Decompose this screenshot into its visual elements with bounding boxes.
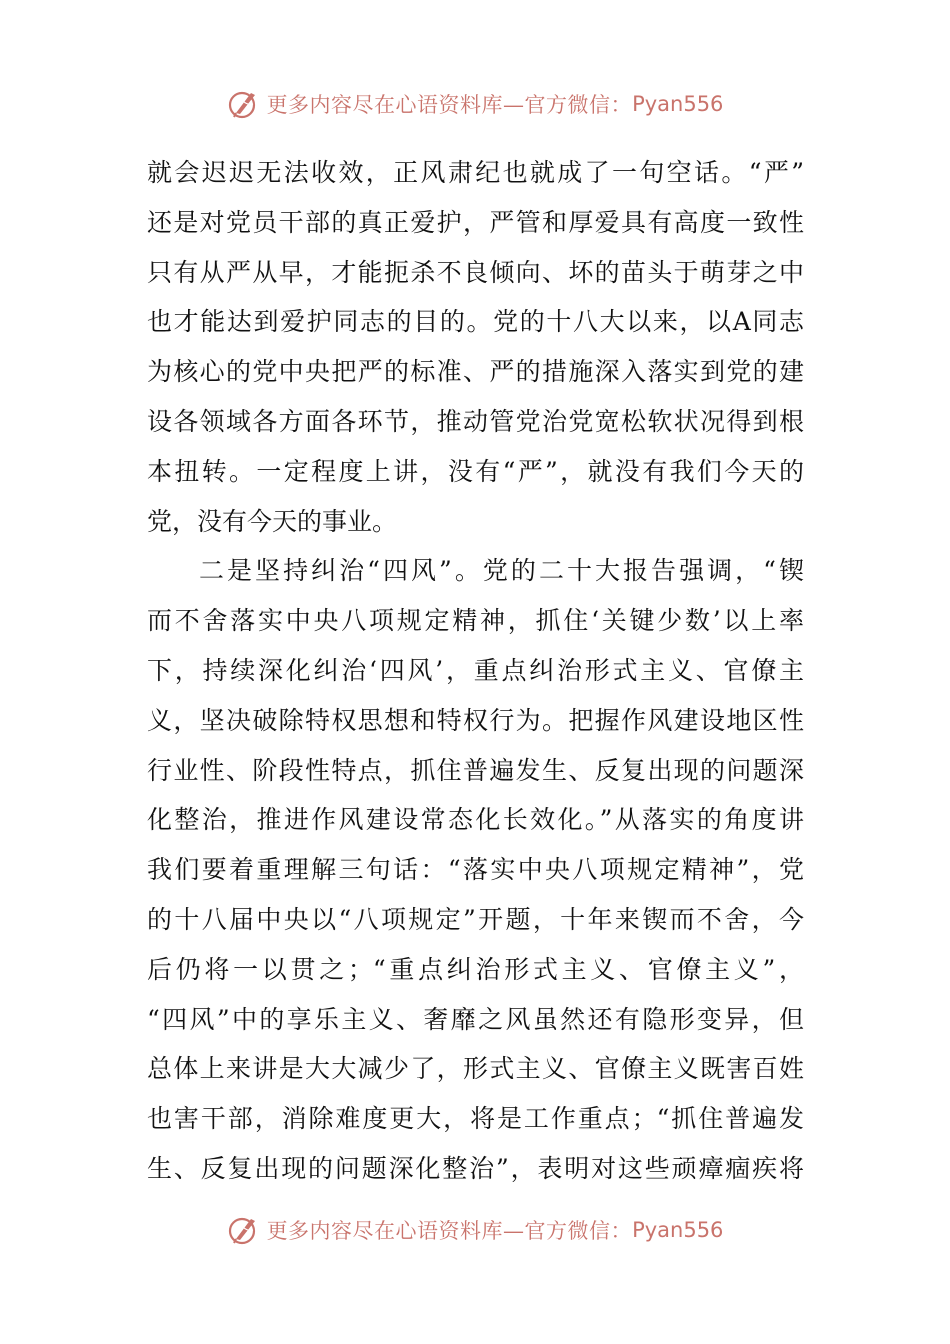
quill-pen-icon xyxy=(227,1213,261,1247)
text-line: 也才能达到爱护同志的目的。党的十八大以来，以A同志 xyxy=(147,307,804,337)
text-line: 设各领域各方面各环节，推动管党治党宽松软状况得到根 xyxy=(147,406,804,436)
text-line: 行业性、阶段性特点，抓住普遍发生、反复出现的问题深 xyxy=(147,755,804,785)
text-line: “四风”中的享乐主义、奢靡之风虽然还有隐形变异，但 xyxy=(147,1004,804,1034)
text-line: 义，坚决破除特权思想和特权行为。把握作风建设地区性 xyxy=(147,705,804,735)
banner-text: 更多内容尽在心语资料库—官方微信： xyxy=(266,1219,633,1243)
footer-banner xyxy=(0,1210,950,1250)
text-line: 我们要着重理解三句话：“落实中央八项规定精神”，党 xyxy=(147,855,804,885)
text-line: 而不舍落实中央八项规定精神，抓住‘关键少数’以上率 xyxy=(147,606,804,636)
text-line: 生、反复出现的问题深化整治”，表明对这些顽瘴痼疾将 xyxy=(147,1153,804,1183)
text-line: 只有从严从早，才能扼杀不良倾向、坏的苗头于萌芽之中 xyxy=(147,257,804,287)
document-body xyxy=(147,148,804,1194)
text-line: 就会迟迟无法收效，正风肃纪也就成了一句空话。“严” xyxy=(147,158,804,187)
text-line: 为核心的党中央把严的标准、严的措施深入落实到党的建 xyxy=(147,357,804,387)
text-line: 本扭转。一定程度上讲，没有“严”，就没有我们今天的 xyxy=(147,456,804,486)
text-line: 下，持续深化纠治‘四风’，重点纠治形式主义、官僚主 xyxy=(147,655,804,685)
banner-text: 更多内容尽在心语资料库—官方微信： xyxy=(266,93,633,117)
wechat-id: Pyan556 xyxy=(632,92,724,116)
header-banner xyxy=(0,84,950,124)
text-line: 总体上来讲是大大减少了，形式主义、官僚主义既害百姓 xyxy=(147,1054,804,1084)
text-line: 化整治，推进作风建设常态化长效化。”从落实的角度讲 xyxy=(147,805,804,835)
text-line: 党，没有今天的事业。 xyxy=(147,506,398,536)
text-line: 的十八届中央以“八项规定”开题，十年来锲而不舍，今 xyxy=(147,904,804,934)
wechat-id: Pyan556 xyxy=(632,1218,724,1242)
text-line: 也害干部，消除难度更大，将是工作重点；“抓住普遍发 xyxy=(147,1104,804,1134)
text-line: 还是对党员干部的真正爱护，严管和厚爱具有高度一致性 xyxy=(147,207,804,237)
paragraph-start-line: 二是坚持纠治“四风”。党的二十大报告强调，“锲 xyxy=(199,556,804,586)
text-line: 后仍将一以贯之；“重点纠治形式主义、官僚主义”， xyxy=(147,954,804,984)
quill-pen-icon xyxy=(227,87,261,121)
